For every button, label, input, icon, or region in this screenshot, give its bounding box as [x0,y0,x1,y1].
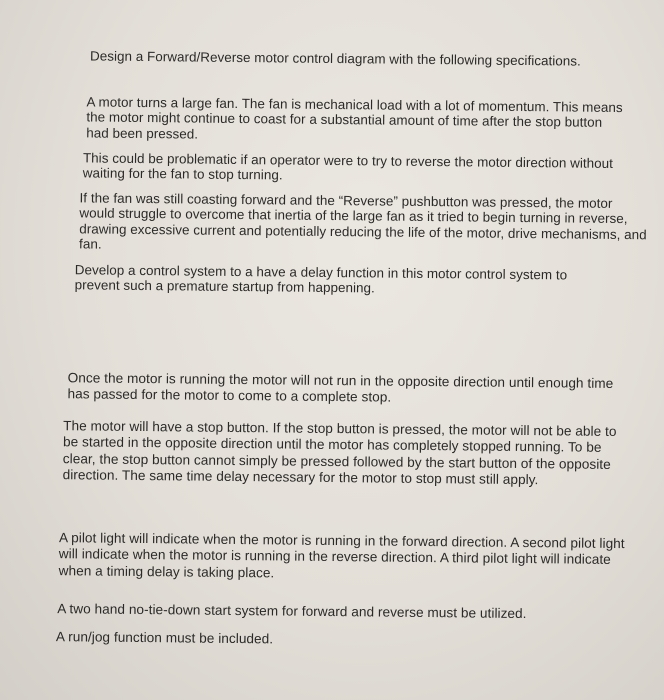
paragraph-opposite-direction: Once the motor is running the motor will not run in the opposite direction until enough time has passed for the motor to come to a complete stop. [67,370,614,406]
paragraph-two-hand-start: A two hand no-tie-down start system for forward and reverse must be utilized. [57,601,527,622]
paragraph-reverse-problem: This could be problematic if an operator were to try to reverse the motor direction without waiting for the fan to stop turning. [82,150,614,183]
paragraph-pilot-lights: A pilot light will indicate when the motor is running in the forward direction. A second pilot light will indicate when the motor is running in the reverse direction. A third pilot light will indicate when a timing delay is taking place. [58,530,625,581]
paragraph-inertia: If the fan was still coasting forward and the “Reverse” pushbutton was pressed, the motor would struggle to overcome that inertia of the large fan as it tried to begin turning in reverse, drawing excessive current and potentially reducing the life of the motor, drive mechanisms, and fan. [79,190,647,252]
paragraph-delay-function: Develop a control system to a have a delay function in this motor control system to prevent such a premature startup from happening. [74,262,568,296]
paragraph-run-jog: A run/jog function must be included. [55,629,274,647]
paragraph-stop-button: The motor will have a stop button. If the stop button is pressed, the motor will not be able to be started in the opposite direction until the motor has completely stopped running. To be clear, the stop button cannot simply be pressed followed by the start button of the opposite direction. The same time delay necessary for the motor to stop must still apply. [62,418,617,488]
paragraph-motor-fan: A motor turns a large fan. The fan is mechanical load with a lot of momentum. This means the motor might continue to coast for a substantial amount of time after the stop button had been pressed. [86,94,623,142]
document-heading: Design a Forward/Reverse motor control diagram with the following specifications. [89,48,581,69]
